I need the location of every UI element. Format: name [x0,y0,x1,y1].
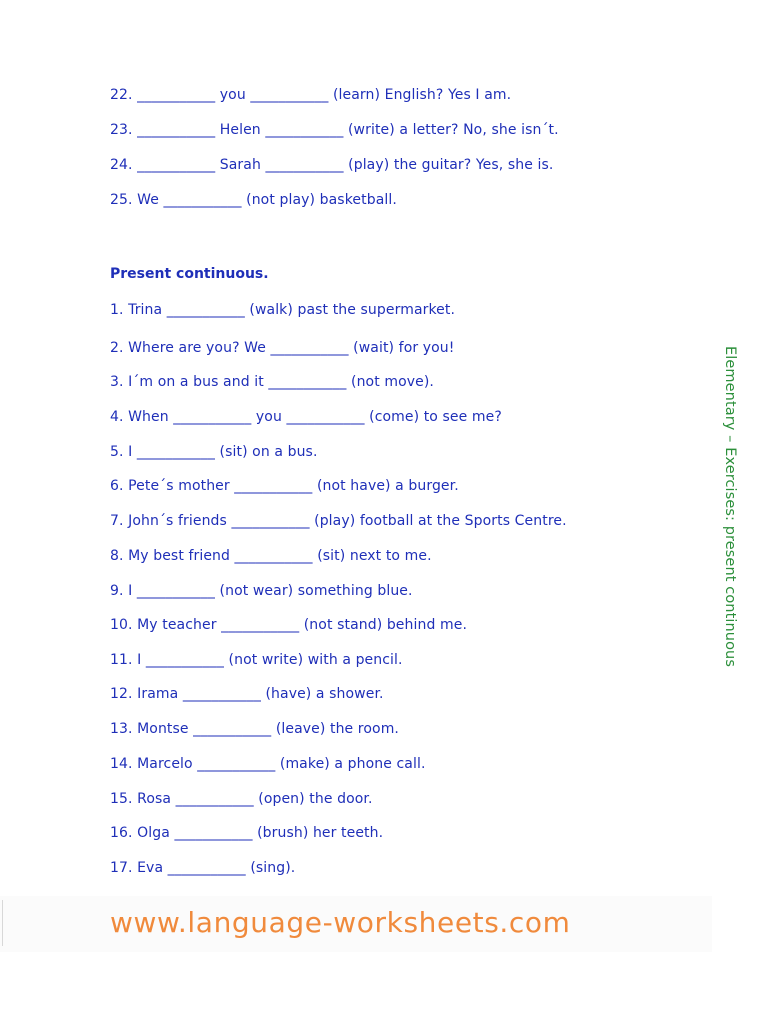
exercise-15: 15. Rosa ___________ (open) the door. [110,791,373,807]
exercise-10: 10. My teacher ___________ (not stand) behind me. [110,617,467,633]
page-edge-mark [2,900,3,946]
exercise-3: 3. I´m on a bus and it ___________ (not move). [110,374,434,390]
exercise-5: 5. I ___________ (sit) on a bus. [110,444,318,460]
exercise-2: 2. Where are you? We ___________ (wait) for you! [110,340,455,356]
exercise-1: 1. Trina ___________ (walk) past the supermarket. [110,302,456,318]
exercise-9: 9. I ___________ (not wear) something blue. [110,583,413,599]
exercise-11: 11. I ___________ (not write) with a pencil. [110,652,403,668]
exercise-4: 4. When ___________ you ___________ (come) to see me? [110,409,502,425]
side-category-label: Elementary – Exercises: present continuous [722,346,738,667]
exercise-14: 14. Marcelo ___________ (make) a phone call. [110,756,426,772]
exercise-25: 25. We ___________ (not play) basketball. [110,192,397,208]
exercise-12: 12. Irama ___________ (have) a shower. [110,686,384,702]
exercise-6: 6. Pete´s mother ___________ (not have) a burger. [110,478,459,494]
section-heading: Present continuous. [110,266,269,282]
footer-website-url: www.language-worksheets.com [110,906,571,939]
exercise-7: 7. John´s friends ___________ (play) football at the Sports Centre. [110,513,567,529]
exercise-8: 8. My best friend ___________ (sit) next to me. [110,548,432,564]
exercise-16: 16. Olga ___________ (brush) her teeth. [110,825,384,841]
exercise-22: 22. ___________ you ___________ (learn) English? Yes I am. [110,87,512,103]
exercise-24: 24. ___________ Sarah ___________ (play) the guitar? Yes, she is. [110,157,554,173]
exercise-23: 23. ___________ Helen ___________ (write) a letter? No, she isn´t. [110,122,559,138]
exercise-17: 17. Eva ___________ (sing). [110,860,296,876]
exercise-13: 13. Montse ___________ (leave) the room. [110,721,399,737]
